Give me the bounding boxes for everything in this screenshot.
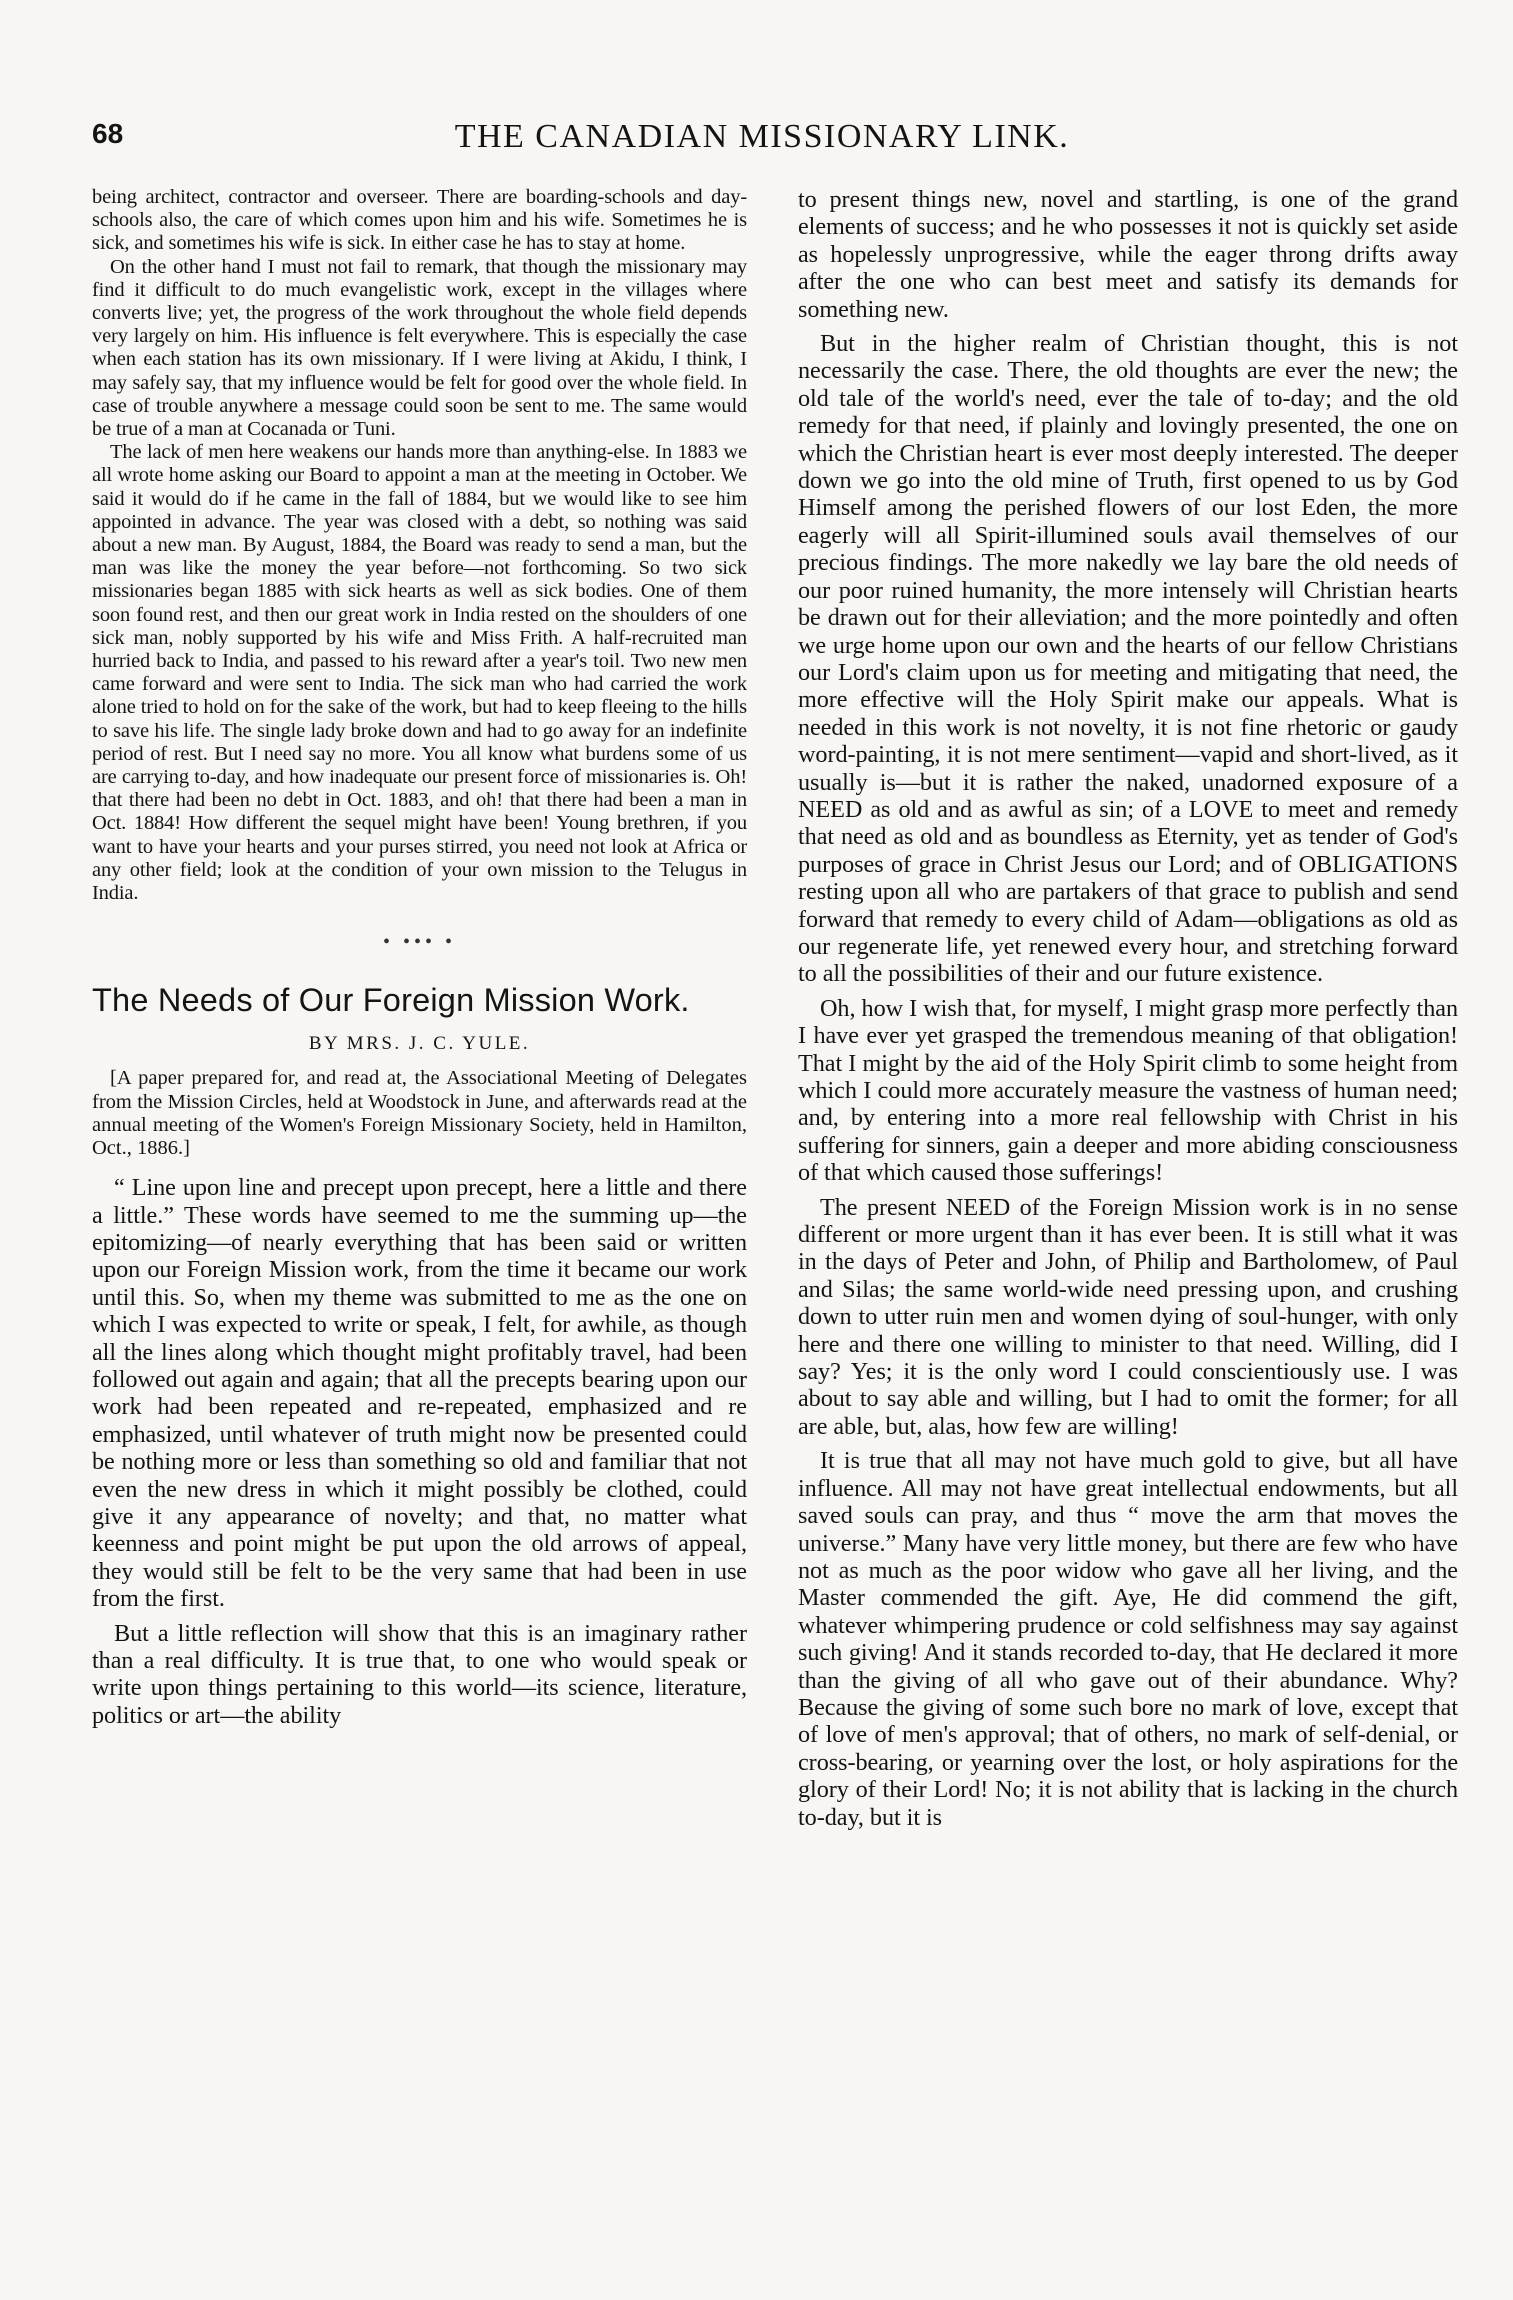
article-editorial-note: [A paper prepared for, and read at, the Associational Meeting of Delegates from the Mission Circles, held at Woodstock in June, and afterwards read at the annual meeting of the Women's Foreign Missionary Society, held in Hamilton, Oct., 1886.]	[92, 1067, 747, 1159]
article-paragraph: “ Line upon line and precept upon precept, here a little and there a little.” These words have seemed to me the summing up—the epitomizing—of nearly everything that has been said or written upon our Foreign Mission work, from the time it became our work until this. So, when my theme was submitted to me as the one on which I was expected to write or speak, I felt, for awhile, as though all the lines along which thought might profitably travel, had been followed out again and again; that all the precepts bearing upon our work had been repeated and re-repeated, emphasized and re emphasized, until whatever of truth might now be presented could be nothing more or less than something so old and familiar that not even the new dress in which it might possibly be clothed, could give it any appearance of novelty; and that, no matter what keenness and point might be put upon the old arrows of appeal, they would still be felt to be the very same that had been in use from the first.	[92, 1174, 747, 1613]
running-title: THE CANADIAN MISSIONARY LINK.	[454, 118, 1070, 155]
article-body-left	[92, 1174, 747, 1729]
left-column	[92, 186, 747, 2236]
letter-paragraph: being architect, contractor and overseer. There are boarding-schools and day-schools also, the care of which comes upon him and his wife. Sometimes he is sick, and sometimes his wife is sick. In either case he has to stay at home.	[92, 186, 747, 255]
article-body-right	[798, 186, 1458, 1831]
letter-paragraph: The lack of men here weakens our hands more than anything-else. In 1883 we all wrote home asking our Board to appoint a man at the meeting in October. We said it would do if he came in the fall of 1884, but we would like to see him appointed in advance. The year was closed with a debt, so nothing was said about a new man. By August, 1884, the Board was ready to send a man, but the man was like the money the year before—not forthcoming. So two sick missionaries began 1885 with sick hearts as well as sick bodies. One of them soon found rest, and then our great work in India rested on the shoulders of one sick man, nobly supported by his wife and Miss Frith. A half-recruited man hurried back to India, and passed to his reward after a year's toil. Two new men came forward and were sent to India. The sick man who had carried the work alone tried to hold on for the sake of the work, but had to keep fleeing to the hills to save his life. The single lady broke down and had to go away for an indefinite period of rest. But I need say no more. You all know what burdens some of us are carrying to-day, and how inadequate our present force of missionaries is. Oh! that there had been no debt in Oct. 1883, and oh! that there had been a man in Oct. 1884! How different the sequel might have been! Young brethren, if you want to have your hearts and your purses stirred, you need not look at Africa or any other field; look at the condition of your own mission to the Telugus in India.	[92, 441, 747, 905]
article-paragraph: But a little reflection will show that this is an imaginary rather than a real difficulty. It is true that, to one who would speak or write upon things pertaining to this world—its science, literature, politics or art—the ability	[92, 1619, 747, 1729]
letter-continuation	[92, 186, 747, 905]
article-paragraph: The present NEED of the Foreign Mission work is in no sense different or more urgent than it has ever been. It is still what it was in the days of Peter and John, of Philip and Bartholomew, of Paul and Silas; the same world-wide need pressing upon, and crushing down to utter ruin men and women dying of soul-hunger, with only here and there one willing to minister to that need. Willing, did I say? Yes; it is the only word I could conscientiously use. I was about to say able and willing, but I had to omit the former; for all are able, but, alas, how few are willing!	[798, 1193, 1458, 1440]
right-column	[798, 186, 1458, 2236]
article-title: The Needs of Our Foreign Mission Work.	[92, 982, 690, 1019]
article-byline: BY MRS. J. C. YULE.	[308, 1033, 531, 1055]
article-paragraph: It is true that all may not have much gold to give, but all have influence. All may not have great intellectual endowments, but all saved souls can pray, and thus “ move the arm that moves the universe.” Many have very little money, but there are few who have not as much as the poor widow who gave all her living, and the Master commended the gift. Aye, He did commend the gift, whatever whimpering prudence or cold selfishness may say against such giving! And it stands recorded to-day, that He declared it more than the giving of all who gave out of their abundance. Why? Because the giving of some such bore no mark of love, except that of love of men's approval; that of others, no mark of self-denial, or cross-bearing, or yearning over the lost, or holy aspirations for the glory of their Lord! No; it is not ability that is lacking in the church to-day, but it is	[798, 1447, 1458, 1831]
letter-paragraph: On the other hand I must not fail to remark, that though the missionary may find it difficult to do much evangelistic work, except in the villages where converts live; yet, the progress of the work throughout the whole field depends very largely on him. His influence is felt everywhere. This is especially the case when each station has its own missionary. If I were living at Akidu, I think, I may safely say, that my influence would be felt for good over the whole field. In case of trouble anywhere a message could soon be sent to me. The same would be true of a man at Cocanada or Tuni.	[92, 255, 747, 441]
page-header	[92, 118, 1432, 166]
article-paragraph: to present things new, novel and startling, is one of the grand elements of success; and he who possesses it not is quickly set aside as hopelessly unprogressive, while the eager throng drifts away after the one who can best meet and satisfy its demands for something new.	[798, 186, 1458, 323]
article-paragraph: But in the higher realm of Christian thought, this is not necessarily the case. There, the old thoughts are ever the new; the old tale of the world's need, ever the tale of to-day; and the old remedy for that need, if plainly and lovingly presented, the one on which the Christian heart is ever most deeply interested. The deeper down we go into the old mine of Truth, first opened to us by God Himself among the perished flowers of our lost Eden, the more eagerly will all Spirit-illumined souls avail themselves of our precious findings. The more nakedly we lay bare the old needs of our poor ruined humanity, the more intensely will Christian hearts be drawn out for their alleviation; and the more pointedly and often we urge home upon our own and the hearts of our fellow Christians our Lord's claim upon us for meeting and mitigating that need, the more effective will the Holy Spirit make our appeals. What is needed in this work is not novelty, it is not fine rhetoric or gaudy word-painting, it is not mere sentiment—vapid and short-lived, as it usually is—but it is rather the naked, unadorned exposure of a NEED as old and as awful as sin; of a LOVE to meet and remedy that need as old and as boundless as Eternity, yet as tender of God's purposes of grace in Christ Jesus our Lord; and of OBLIGATIONS resting upon all who are partakers of that grace to publish and send forward that remedy to every child of Adam—obligations as old as our regenerate life, yet renewed every hour, and stretching forward to all the possibilities of their and our future existence.	[798, 330, 1458, 988]
page-number: 68	[92, 118, 124, 149]
section-divider: • ••• •	[382, 931, 456, 954]
article-paragraph: Oh, how I wish that, for myself, I might grasp more perfectly than I have ever yet grasped the tremendous meaning of that obligation! That I might by the aid of the Holy Spirit climb to some height from which I could more accurately measure the vastness of human need; and, by entering into a more real fellowship with Christ in his suffering for sinners, gain a deeper and more abiding consciousness of that which caused those sufferings!	[798, 994, 1458, 1187]
